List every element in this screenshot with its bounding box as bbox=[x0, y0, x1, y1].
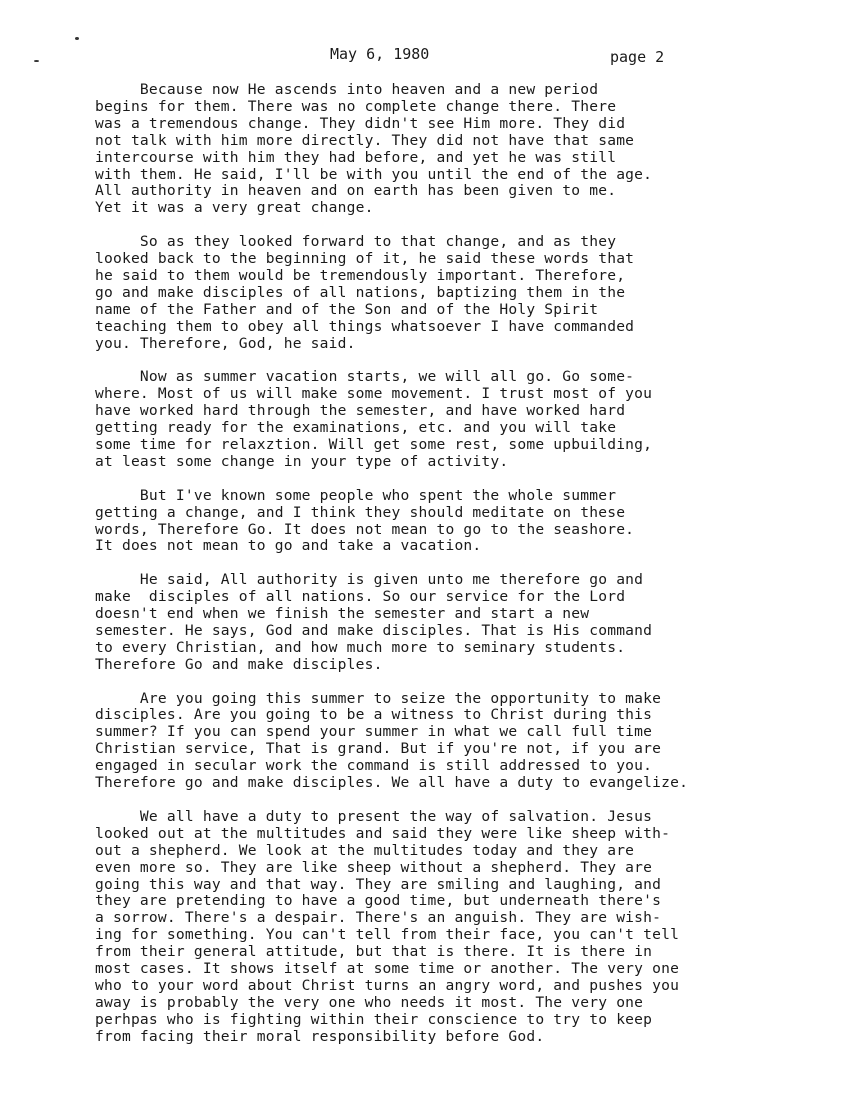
text-line: ing for something. You can't tell from their face, you can't tell bbox=[95, 926, 680, 944]
text-line: Therefore go and make disciples. We all have a duty to evangelize. bbox=[95, 774, 689, 792]
text-line: away is probably the very one who needs it most. The very one bbox=[95, 993, 644, 1011]
text-line: from their general attitude, but that is there. It is there in bbox=[95, 943, 653, 961]
text-line: he said to them would be tremendously important. Therefore, bbox=[95, 266, 626, 284]
text-line: We all have a duty to present the way of salvation. Jesus bbox=[95, 807, 653, 825]
text-line: semester. He says, God and make disciples. That is His command bbox=[95, 621, 653, 639]
text-line: doesn't end when we finish the semester and start a new bbox=[95, 605, 590, 623]
text-line: most cases. It shows itself at some time or another. The very one bbox=[95, 960, 680, 978]
text-line: All authority in heaven and on earth has been given to me. bbox=[95, 182, 617, 200]
text-line: words, Therefore Go. It does not mean to go to the seashore. bbox=[95, 520, 635, 538]
text-line: getting ready for the examinations, etc. and you will take bbox=[95, 419, 617, 437]
text-line: engaged in secular work the command is still addressed to you. bbox=[95, 757, 653, 775]
text-line: was a tremendous change. They didn't see Him more. They did bbox=[95, 114, 626, 132]
paragraph bbox=[95, 809, 835, 1046]
text-line: even more so. They are like sheep without a shepherd. They are bbox=[95, 858, 653, 876]
text-line: Therefore Go and make disciples. bbox=[95, 655, 383, 673]
paragraph bbox=[95, 369, 835, 470]
text-line: Yet it was a very great change. bbox=[95, 199, 374, 217]
text-line: looked out at the multitudes and said they were like sheep with- bbox=[95, 824, 671, 842]
paragraph bbox=[95, 82, 835, 217]
text-line: disciples. Are you going to be a witness to Christ during this bbox=[95, 706, 653, 724]
text-line: Christian service, That is grand. But if you're not, if you are bbox=[95, 740, 662, 758]
text-line: looked back to the beginning of it, he said these words that bbox=[95, 250, 635, 268]
text-line: getting a change, and I think they should meditate on these bbox=[95, 503, 626, 521]
text-line: name of the Father and of the Son and of the Holy Spirit bbox=[95, 300, 599, 318]
text-line: they are pretending to have a good time, but underneath there's bbox=[95, 892, 662, 910]
paragraph bbox=[95, 234, 835, 352]
text-line: out a shepherd. We look at the multitudes today and they are bbox=[95, 841, 635, 859]
text-line: intercourse with him they had before, and yet he was still bbox=[95, 148, 617, 166]
text-line: you. Therefore, God, he said. bbox=[95, 334, 356, 352]
paragraph bbox=[95, 488, 835, 556]
text-line: So as they looked forward to that change, and as they bbox=[95, 233, 617, 251]
text-line: make disciples of all nations. So our service for the Lord bbox=[95, 588, 626, 606]
ink-speck bbox=[34, 60, 39, 62]
text-line: But I've known some people who spent the whole summer bbox=[95, 486, 617, 504]
text-line: begins for them. There was no complete change there. There bbox=[95, 97, 617, 115]
text-line: at least some change in your type of activity. bbox=[95, 452, 509, 470]
header-page-number: page 2 bbox=[610, 48, 665, 66]
text-line: not talk with him more directly. They did not have that same bbox=[95, 131, 635, 149]
text-line: from facing their moral responsibility before God. bbox=[95, 1027, 545, 1045]
header-date: May 6, 1980 bbox=[330, 45, 430, 63]
text-line: who to your word about Christ turns an angry word, and pushes you bbox=[95, 976, 680, 994]
paragraph bbox=[95, 572, 835, 673]
text-line: go and make disciples of all nations, baptizing them in the bbox=[95, 283, 626, 301]
ink-speck bbox=[75, 37, 79, 40]
text-line: He said, All authority is given unto me therefore go and bbox=[95, 571, 644, 589]
text-line: going this way and that way. They are smiling and laughing, and bbox=[95, 875, 662, 893]
text-line: a sorrow. There's a despair. There's an anguish. They are wish- bbox=[95, 909, 662, 927]
text-line: teaching them to obey all things whatsoever I have commanded bbox=[95, 317, 635, 335]
text-line: with them. He said, I'll be with you until the end of the age. bbox=[95, 165, 653, 183]
text-line: summer? If you can spend your summer in what we call full time bbox=[95, 723, 653, 741]
text-line: to every Christian, and how much more to seminary students. bbox=[95, 638, 626, 656]
text-line: It does not mean to go and take a vacation. bbox=[95, 537, 482, 555]
text-line: perhpas who is fighting within their conscience to try to keep bbox=[95, 1010, 653, 1028]
paragraph bbox=[95, 691, 835, 792]
text-line: Now as summer vacation starts, we will all go. Go some- bbox=[95, 368, 635, 386]
text-line: where. Most of us will make some movement. I trust most of you bbox=[95, 385, 653, 403]
text-line: Are you going this summer to seize the opportunity to make bbox=[95, 689, 662, 707]
text-line: Because now He ascends into heaven and a new period bbox=[95, 81, 599, 98]
text-line: have worked hard through the semester, and have worked hard bbox=[95, 402, 626, 420]
text-line: some time for relaxztion. Will get some rest, some upbuilding, bbox=[95, 436, 653, 453]
letter-body bbox=[95, 82, 835, 1062]
